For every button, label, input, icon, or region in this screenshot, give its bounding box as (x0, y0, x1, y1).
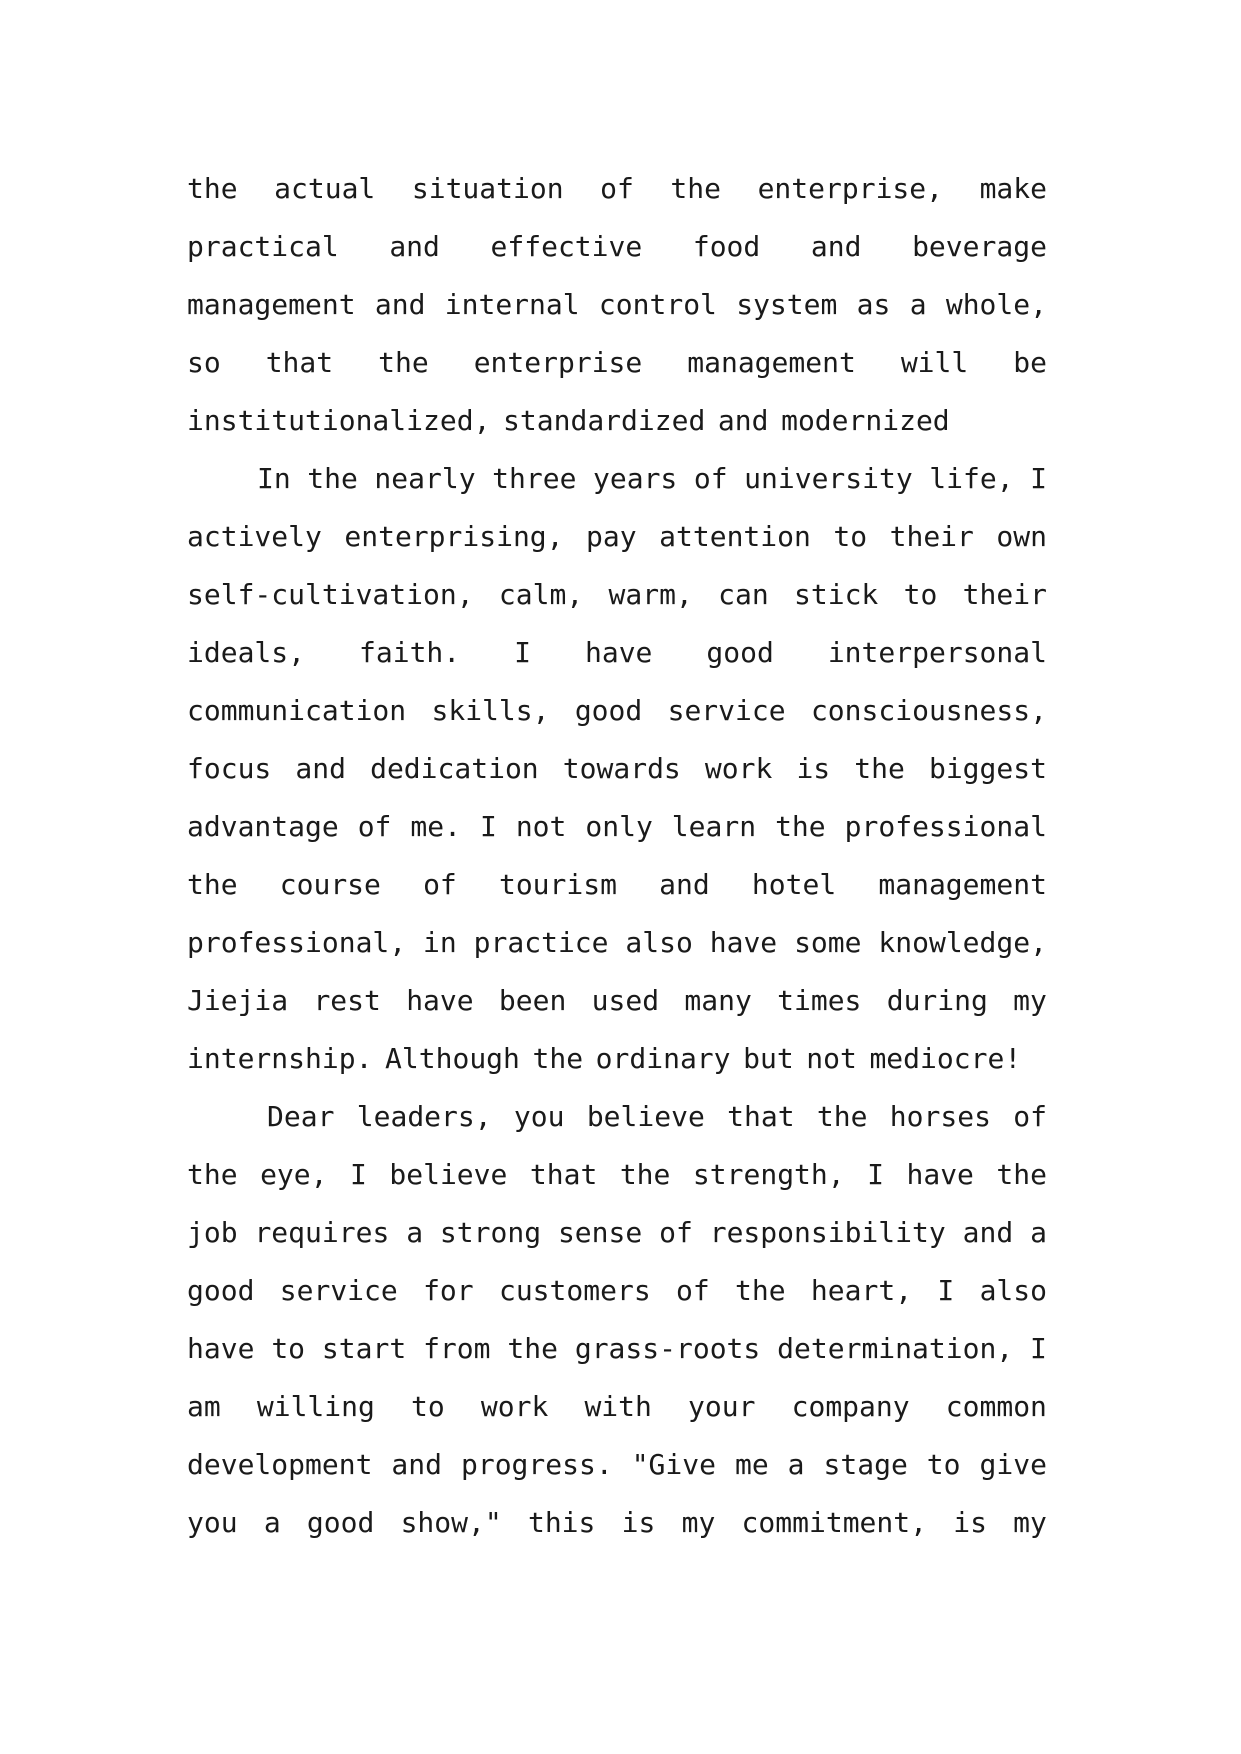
word: the (187, 868, 238, 901)
word: the (854, 752, 905, 785)
word: have (584, 636, 653, 669)
text-line (187, 740, 1047, 798)
word: be (1013, 346, 1047, 379)
word: have (187, 1332, 255, 1365)
word: of (600, 172, 634, 205)
text-line (187, 450, 1047, 508)
word: interpersonal (827, 636, 1047, 669)
word: enterprise (473, 346, 643, 379)
word: stick (794, 578, 879, 611)
word: learn (671, 810, 757, 843)
word: and (389, 230, 440, 263)
word: strength, (692, 1158, 845, 1191)
word: you (513, 1100, 565, 1133)
word: horses (889, 1100, 991, 1133)
word: and (374, 288, 426, 321)
word: me (734, 1448, 769, 1481)
word: show," (400, 1506, 502, 1539)
word: I (937, 1274, 955, 1307)
word: is (953, 1506, 987, 1539)
word: their (889, 520, 974, 553)
word: the (307, 462, 358, 495)
word: the (996, 1158, 1047, 1191)
text-line (187, 1088, 1047, 1146)
word: dedication (370, 752, 539, 785)
text-line (187, 1262, 1047, 1320)
word: their (962, 578, 1047, 611)
word: nearly (374, 462, 476, 495)
word: have (906, 1158, 974, 1191)
word: to (833, 520, 868, 553)
word: of (423, 868, 457, 901)
word: "Give (631, 1448, 716, 1481)
word: professional, (187, 926, 407, 959)
word: and (810, 230, 862, 263)
word: practice (473, 926, 609, 959)
word: and (962, 1216, 1014, 1249)
word: been (498, 984, 567, 1017)
word: company (791, 1390, 910, 1423)
word: good (574, 694, 643, 727)
text-line (187, 1320, 1047, 1378)
word: work (704, 752, 773, 785)
word: to (271, 1332, 306, 1365)
word: skills, (431, 694, 550, 727)
word: grass-roots (574, 1332, 761, 1365)
word: own (996, 520, 1047, 553)
word: stage (823, 1448, 908, 1481)
word: I (350, 1158, 367, 1191)
word: your (688, 1390, 756, 1423)
word: enterprise, (757, 172, 943, 205)
word: job (187, 1216, 238, 1249)
word: mediocre! (869, 1042, 1022, 1075)
word: enterprising, (344, 520, 564, 553)
word: to (411, 1390, 445, 1423)
word: to (926, 1448, 961, 1481)
word: leaders, (356, 1100, 492, 1133)
word: of (1013, 1100, 1047, 1133)
word: willing (256, 1390, 375, 1423)
word: make (979, 172, 1047, 205)
word: believe (389, 1158, 508, 1191)
word: believe (586, 1100, 705, 1133)
word: also (625, 926, 693, 959)
word: this (527, 1506, 596, 1539)
text-line (187, 798, 1047, 856)
word: and (717, 404, 769, 437)
text-line (187, 1146, 1047, 1204)
word: the (619, 1158, 671, 1191)
word: some (794, 926, 862, 959)
word: is (621, 1506, 656, 1539)
word: rest (313, 984, 381, 1017)
text-line (187, 914, 1047, 972)
word: from (423, 1332, 491, 1365)
word: not (515, 810, 567, 843)
text-line (187, 392, 1047, 450)
word: effective (490, 230, 643, 263)
text-line (187, 334, 1047, 392)
word: strong (439, 1216, 542, 1249)
word: me. (410, 810, 461, 843)
word: of (676, 1274, 710, 1307)
word: institutionalized, (187, 404, 491, 437)
text-line (187, 1378, 1047, 1436)
word: development (187, 1448, 373, 1481)
word: food (692, 230, 761, 263)
word: progress. (460, 1448, 613, 1481)
word: standardized (503, 404, 706, 437)
word: management (687, 346, 856, 379)
word: times (777, 984, 862, 1017)
word: I (479, 810, 497, 843)
word: used (591, 984, 660, 1017)
word: knowledge, (878, 926, 1047, 959)
word: only (585, 810, 653, 843)
word: heart, (810, 1274, 913, 1307)
word: the (670, 172, 721, 205)
word: requires (254, 1216, 390, 1249)
word: internship. (187, 1042, 373, 1075)
text-line (187, 1494, 1047, 1552)
text-line (187, 1436, 1047, 1494)
word: practical (187, 230, 339, 263)
word: focus (187, 752, 272, 785)
word: hotel (751, 868, 837, 901)
word: commitment, (741, 1506, 927, 1539)
word: give (979, 1448, 1047, 1481)
word: is (796, 752, 831, 785)
word: as (856, 288, 891, 321)
word: professional (844, 810, 1047, 843)
word: the (507, 1332, 558, 1365)
text-line (187, 566, 1047, 624)
word: I (867, 1158, 884, 1191)
word: of (693, 462, 728, 495)
word: service (279, 1274, 398, 1307)
word: ideals, (187, 636, 306, 669)
word: so (187, 346, 221, 379)
word: control (598, 288, 717, 321)
word: service (667, 694, 786, 727)
word: management (878, 868, 1047, 901)
word: that (727, 1100, 795, 1133)
word: and (295, 752, 346, 785)
word: my (1013, 1506, 1047, 1539)
text-line (187, 856, 1047, 914)
word: am (187, 1390, 221, 1423)
word: I (1030, 1332, 1047, 1365)
word: years (593, 462, 678, 495)
word: attention (659, 520, 811, 553)
word: sense (557, 1216, 643, 1249)
word: calm, (498, 578, 584, 611)
word: good (306, 1506, 375, 1539)
body-text (187, 160, 1047, 1552)
word: start (321, 1332, 407, 1365)
text-line (187, 682, 1047, 740)
word: communication (187, 694, 407, 727)
word: self-cultivation, (187, 578, 474, 611)
word: pay (586, 520, 637, 553)
word: that (265, 346, 334, 379)
word: but (743, 1042, 794, 1075)
word: the (187, 172, 238, 205)
word: Jiejia (187, 984, 289, 1017)
word: for (423, 1274, 474, 1307)
word: modernized (781, 404, 950, 437)
word: faith. (359, 636, 461, 669)
word: good (706, 636, 774, 669)
word: during (886, 984, 988, 1017)
word: that (529, 1158, 598, 1191)
word: a (263, 1506, 281, 1539)
text-line (187, 276, 1047, 334)
word: consciousness, (810, 694, 1047, 727)
word: the (187, 1158, 238, 1191)
word: of (357, 810, 392, 843)
word: not (806, 1042, 857, 1075)
word: in (423, 926, 457, 959)
word: actual (274, 172, 376, 205)
text-line (187, 624, 1047, 682)
word: three (492, 462, 577, 495)
word: system (736, 288, 838, 321)
word: the (378, 346, 429, 379)
word: many (684, 984, 752, 1017)
word: you (187, 1506, 238, 1539)
word: of (659, 1216, 693, 1249)
word: and (659, 868, 710, 901)
word: university (744, 462, 913, 495)
word: I (514, 636, 531, 669)
word: a (406, 1216, 424, 1249)
word: internal (444, 288, 580, 321)
word: also (979, 1274, 1047, 1307)
word: In (257, 462, 291, 495)
word: the (735, 1274, 786, 1307)
word: advantage (187, 810, 339, 843)
word: towards (562, 752, 681, 785)
word: Although (385, 1042, 520, 1075)
word: the (816, 1100, 868, 1133)
word: beverage (912, 230, 1047, 263)
word: Dear (267, 1100, 335, 1133)
word: situation (411, 172, 564, 205)
word: have (709, 926, 778, 959)
word: management (187, 288, 356, 321)
word: a (1030, 1216, 1047, 1249)
text-line (187, 218, 1047, 276)
word: ordinary (595, 1042, 731, 1075)
word: good (187, 1274, 255, 1307)
word: I (1030, 462, 1047, 495)
word: work (480, 1390, 549, 1423)
word: my (1013, 984, 1047, 1017)
word: course (279, 868, 381, 901)
word: the (532, 1042, 584, 1075)
word: customers (498, 1274, 651, 1307)
word: whole, (945, 288, 1047, 321)
word: warm, (608, 578, 693, 611)
word: will (900, 346, 969, 379)
text-line (187, 1204, 1047, 1262)
word: actively (187, 520, 322, 553)
word: the (775, 810, 826, 843)
word: biggest (928, 752, 1047, 785)
text-line (187, 972, 1047, 1030)
word: tourism (498, 868, 617, 901)
word: common (945, 1390, 1047, 1423)
word: a (909, 288, 927, 321)
word: eye, (260, 1158, 328, 1191)
word: life, (929, 462, 1014, 495)
text-line (187, 1030, 1047, 1088)
word: determination, (777, 1332, 1014, 1365)
word: my (681, 1506, 716, 1539)
word: to (903, 578, 938, 611)
text-line (187, 508, 1047, 566)
text-line (187, 160, 1047, 218)
word: responsibility (709, 1216, 946, 1249)
word: a (787, 1448, 805, 1481)
word: have (406, 984, 474, 1017)
word: can (718, 578, 769, 611)
word: and (391, 1448, 442, 1481)
word: with (584, 1390, 652, 1423)
